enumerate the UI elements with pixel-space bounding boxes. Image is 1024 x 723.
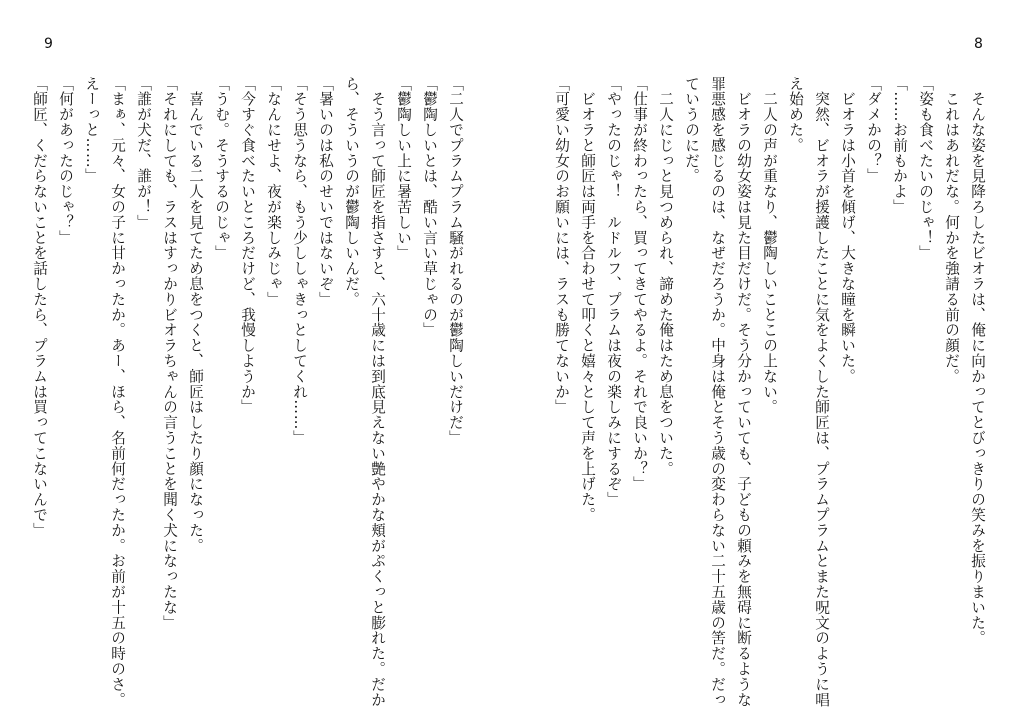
text-line: 「姿も食べたいのじゃ！」 [917,76,934,261]
text-line: 「可愛い幼女のお願いには、ラスも勝てないか」 [553,76,570,415]
body-text [553,76,990,708]
text-line: 喜んでいる二人を見てため息をつくと、師匠はしたり顔になった。 [187,76,204,554]
page-number: 8 [974,36,983,52]
text-line: 「二人でプラムプラム騒がれるのが鬱陶しいだけだ」 [447,76,464,446]
text-line: そんな姿を見降ろしたビオラは、俺に向かってとびっきりの笑みを振りまいた。 [969,76,986,646]
body-text [31,76,468,708]
text-line: 「やったのじゃ！ ルドルフ、プラムは夜の楽しみにするぞ」 [605,76,622,508]
text-line: 「まぁ、元々、女の子に甘かったか。あー、ほら、名前何だったか。お前が十五の時のさ。 [109,76,126,708]
text-line: 突然、ビオラが援護したことに気をよくした師匠は、プラムプラムとまた呪文のように唱 [813,76,830,708]
text-line: 「……お前もかよ」 [891,76,908,215]
text-line: 「暑いのは私のせいではないぞ」 [317,76,334,307]
text-line: 「鬱陶しいとは、酷い言い草じゃの」 [421,76,438,338]
text-line: 「ダメかの？」 [865,76,882,184]
text-line: ビオラは小首を傾げ、大きな瞳を瞬いた。 [839,76,856,384]
text-line: ら、そういうのが鬱陶しいんだ。 [343,76,360,307]
text-line: ビオラの幼女姿は見た目だけだ。そう分かっていても、子どもの頼みを無碍に断るような [735,76,752,708]
text-line: ていうのにだ。 [683,76,700,184]
text-line: えーっと……」 [83,76,100,184]
text-line: 「うむ。そうするのじゃ」 [213,76,230,261]
page-number: 9 [44,36,53,52]
text-line: 「そう思うなら、もう少ししゃきっとしてくれ……」 [291,76,308,446]
text-line: 「なんにせよ、夜が楽しみじゃ」 [265,76,282,307]
text-line: これはあれだな。何かを強請る前の顔だ。 [943,76,960,384]
text-line: ビオラと師匠は両手を合わせて叩くと嬉々として声を上げた。 [579,76,596,523]
text-line: 二人にじっと見つめられ、諦めた俺はため息をついた。 [657,76,674,477]
text-line: 罪悪感を感じるのは、なぜだろうか。中身は俺とそう歳の変わらない二十五歳の筈だ。だっ [709,76,726,708]
text-line: 「誰が犬だ、誰が！」 [135,76,152,230]
text-line: 「それにしても、ラスはすっかりビオラちゃんの言うことを聞く犬になったな」 [161,76,178,631]
right-page [512,0,1024,723]
text-line: 「師匠、くだらないことを話したら、プラムは買ってこないんで」 [31,76,48,538]
text-line: 二人の声が重なり、鬱陶しいことこの上ない。 [761,76,778,415]
text-line: え始めた。 [787,76,804,153]
text-line: そう言って師匠を指さすと、六十歳には到底見えない艶やかな頬がぷくっと膨れた。だか [369,76,386,708]
text-line: 「今すぐ食べたいところだけど、我慢しようか」 [239,76,256,415]
text-line: 「仕事が終わったら、買ってきてやるよ。それで良いか？」 [631,76,648,492]
text-line: 「鬱陶しい上に暑苦しい」 [395,76,412,261]
text-line: 「何があったのじゃ？」 [57,76,74,246]
